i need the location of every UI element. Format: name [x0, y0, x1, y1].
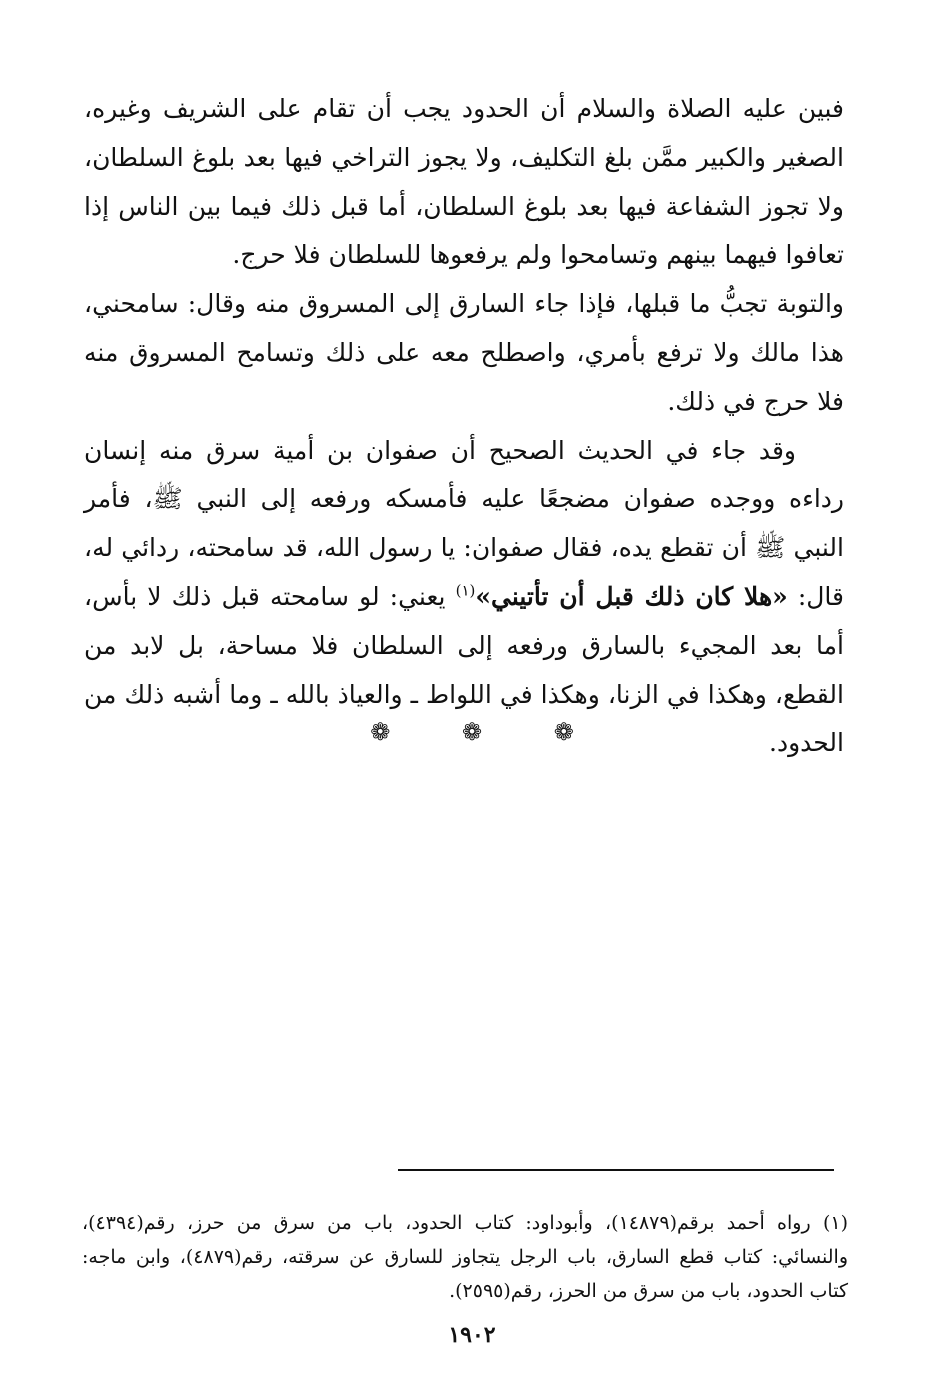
- footnote-number: (١): [822, 1212, 848, 1234]
- footnote-text: رواه أحمد برقم(١٤٨٧٩)، وأبوداود: كتاب الحدود، باب من سرق من حرز، رقم(٤٣٩٤)، والنسائي: كتاب قطع السارق، باب الرجل يتجاوز للسارق عن سرقته، رقم(٤٨٧٩)، وابن ماجه: كتاب الحدود، باب من سرق من الحرز، رقم(٢٥٩٥).: [82, 1212, 848, 1302]
- separator-star-icon: ❁: [553, 718, 574, 746]
- page-number: ١٩٠٢: [448, 1322, 496, 1348]
- paragraph-2: والتوبة تجبُّ ما قبلها، فإذا جاء السارق إلى المسروق منه وقال: سامحني، هذا مالك ولا ترفع بأمري، واصطلح معه على ذلك وتسامح المسروق منه فلا حرج في ذلك.: [84, 289, 844, 416]
- paragraph-3: [84, 427, 844, 769]
- paragraph-1: فبين عليه الصلاة والسلام أن الحدود يجب أن تقام على الشريف وغيره، الصغير والكبير ممَّن بلغ التكليف، ولا يجوز التراخي فيها بعد بلوغ السلطان، ولا تجوز الشفاعة فيها بعد بلوغ السلطان، أما قبل ذلك فيما بين الناس إذا تعافوا فيهما بينهم وتسامحوا ولم يرفعوها للسلطان فلا حرج.: [84, 94, 844, 270]
- footnote: [82, 1206, 848, 1308]
- paragraph-3-text-a: وقد جاء في الحديث الصحيح أن صفوان بن أمية سرق منه إنسان رداءه ووجده صفوان مضجعًا عليه فأمسكه ورفعه إلى النبي ﷺ، فأمر النبي ﷺ أن تقطع يده، فقال صفوان: يا رسول الله، قد سامحته، ردائي له، قال:: [84, 435, 844, 611]
- separator-star-icon: ❁: [370, 718, 391, 746]
- main-text: [84, 85, 844, 768]
- hadith-quote: «هلا كان ذلك قبل أن تأتيني»: [475, 581, 788, 611]
- section-separator: [0, 718, 944, 746]
- footnote-reference[interactable]: (١): [455, 581, 476, 600]
- footnote-divider: [398, 1169, 834, 1171]
- paragraph-3-text-b: يعني: لو سامحته قبل ذلك لا بأس، أما بعد المجيء بالسارق ورفعه إلى السلطان فلا مساحة، بل لابد من القطع، وهكذا في الزنا، وهكذا في اللواط ـ والعياذ بالله ـ وما أشبه ذلك من الحدود.: [84, 581, 844, 758]
- separator-star-icon: ❁: [461, 718, 483, 746]
